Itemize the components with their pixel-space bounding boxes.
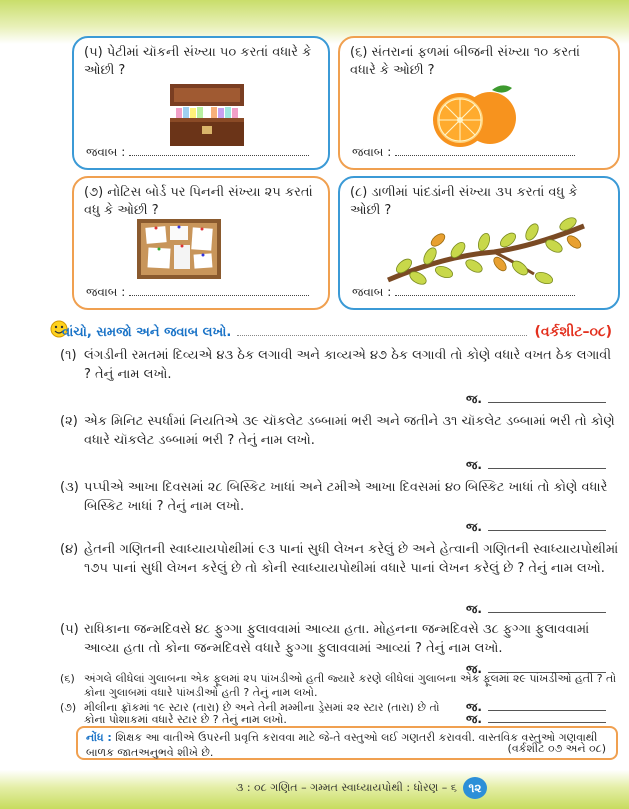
note-text: શિક્ષક આ વાતીએ ઉપરની પ્રવૃત્તિ કરાવવા માટે જે-તે વસ્તુઓ લઈ ગણતરી કરાવવી. વાસ્તવિક વસ્તુઓ ગણવાથી બાળક જાતઅનુભવે શીખે છે. xyxy=(86,731,598,759)
card-answer xyxy=(352,145,575,160)
card-question: (૮) ડાળીમાં પાંદડાંની સંખ્યા ૩૫ કરતાં વધુ કે ઓછી ? xyxy=(350,185,578,218)
section-title: વાંચો, સમજો અને જવાબ લખો. xyxy=(62,325,232,340)
question-number: (૪) xyxy=(60,542,79,557)
question-item-5 xyxy=(60,620,622,658)
answer-label: જવાબ : xyxy=(86,145,126,159)
answer-label: જવાબ : xyxy=(86,285,126,299)
question-item-2 xyxy=(60,412,622,450)
question-text: લંગડીની રમતમાં દિવ્યએ ૪૩ ઠેક લગાવી અને કાવ્યએ ૪૭ ઠેક લગાવી તો કોણે વધારે વખત ઠેક લગાવી ? તેનું નામ લખો. xyxy=(84,348,612,382)
answer-blank[interactable] xyxy=(395,146,575,156)
question-item-3 xyxy=(60,478,622,516)
card-answer xyxy=(86,285,309,300)
footer-text: ૩ : ૦૮ ગણિત – ગમ્મત સ્વાધ્યાયપોથી : ધોરણ – ૬ xyxy=(236,781,457,794)
answer-blank[interactable] xyxy=(488,701,606,711)
orange-fruit-image xyxy=(426,84,526,150)
question-number: (૭) xyxy=(60,701,77,714)
answer-blank[interactable] xyxy=(488,393,606,403)
question-item-4 xyxy=(60,540,622,578)
note-reference: (વર્કશીટ ૦૭ અને ૦૮) xyxy=(507,742,606,755)
answer-blank[interactable] xyxy=(488,603,606,613)
answer-label: જવાબ : xyxy=(352,145,392,159)
worksheet-label: (વર્કશીટ–૦૮) xyxy=(534,324,612,340)
question-card-5 xyxy=(72,36,330,170)
question-card-6 xyxy=(338,36,620,170)
note-label: નોંધ : xyxy=(86,731,112,744)
answer-line-3[interactable] xyxy=(466,520,616,535)
answer-blank[interactable] xyxy=(488,521,606,531)
question-text: હેતની ગણિતની સ્વાધ્યાયપોથીમાં ૯૩ પાનાં સુધી લેખન કરેલું છે અને હેત્વાની ગણિતની સ્વાધ્યાયપોથીમાં ૧૭૫ પાનાં સુધી લેખન કરેલું છે તો કોની સ્વાધ્યાયપોથીમાં વધારે પાનાં લેખન કરેલું છે ? તેનું નામ લખો. xyxy=(84,542,619,576)
answer-label: જ. xyxy=(466,602,482,616)
chalk-box-image xyxy=(166,82,248,148)
question-number: (૧) xyxy=(60,348,77,363)
answer-label: જ. xyxy=(466,700,482,714)
question-number: (૨) xyxy=(60,414,78,429)
question-item-7 xyxy=(60,702,460,726)
question-card-7 xyxy=(72,176,330,310)
answer-label: જવાબ : xyxy=(352,285,392,299)
question-item-1 xyxy=(60,346,622,384)
question-text: મીલીના ફ્રૉકમાં ૧૯ સ્ટાર (તારા) છે અને તેની મમ્મીના ડ્રેસમાં ૨૨ સ્ટાર (તારા) છે તો કોના પોશાકમાં વધારે સ્ટાર છે ? તેનું નામ લખો. xyxy=(84,701,440,726)
card-answer xyxy=(352,285,575,300)
answer-line-7[interactable] xyxy=(466,712,616,727)
answer-blank[interactable] xyxy=(488,713,606,723)
question-number: (૩) xyxy=(60,480,79,495)
answer-blank[interactable] xyxy=(395,286,575,296)
question-number: (૫) xyxy=(60,622,79,637)
question-text: રાધિકાના જન્મદિવસે ૪૮ ફુગ્ગા ફુલાવવામાં આવ્યા હતા. મોહનના જન્મદિવસે ૩૮ ફુગ્ગા ફુલાવવામાં આવ્યા હતા તો કોના જન્મદિવસે વધારે ફુગ્ગા ફુલાવવામાં આવ્યાં ? તેનું નામ લખો. xyxy=(84,622,590,656)
answer-line-1[interactable] xyxy=(466,392,616,407)
page-footer xyxy=(236,776,487,800)
answer-line-2[interactable] xyxy=(466,458,616,473)
answer-label: જ. xyxy=(466,662,482,676)
card-question: (૭) નોટિસ બોર્ડ પર પિનની સંખ્યા ૨૫ કરતાં વધુ કે ઓછી ? xyxy=(84,185,313,218)
answer-label: જ. xyxy=(466,458,482,472)
heading-rule xyxy=(237,335,526,336)
answer-blank[interactable] xyxy=(488,459,606,469)
branch-leaves-image xyxy=(384,216,590,288)
question-item-6 xyxy=(60,672,622,700)
question-text: એક મિનિટ સ્પર્ધામાં નિયતિએ ૩૯ ચૉકલેટ ડબ્બામાં ભરી અને જતીને ૩૧ ચૉકલેટ ડબ્બામાં ભરી તો કોણે વધારે ચૉકલેટ ડબ્બામાં ભરી ? તેનું નામ લખો. xyxy=(84,414,615,448)
teacher-note xyxy=(76,726,618,760)
question-number: (૬) xyxy=(60,672,75,685)
section-heading xyxy=(62,316,612,340)
answer-line-4[interactable] xyxy=(466,602,616,617)
question-card-8 xyxy=(338,176,620,310)
answer-label: જ. xyxy=(466,520,482,534)
question-text: અંગલે લીધેલાં ગુલાબના એક ફૂલમાં ૨૫ પાંખડીઓ હતી જ્યારે કરણે લીધેલાં ગુલાબના એક ફૂલમાં ૨૯ પાંખડીઓ હતી ? તો કોના ગુલાબમાં વધારે પાંખડીઓ હતી ? તેનું નામ લખો. xyxy=(84,672,617,699)
answer-blank[interactable] xyxy=(129,146,309,156)
answer-blank[interactable] xyxy=(129,286,309,296)
answer-label: જ. xyxy=(466,392,482,406)
card-question: (૫) પેટીમાં ચૉકની સંખ્યા ૫૦ કરતાં વધારે કે ઓછી ? xyxy=(84,45,312,78)
card-answer xyxy=(86,145,309,160)
question-text: પપ્પીએ આખા દિવસમાં ૨૮ બિસ્કિટ ખાધાં અને ટમીએ આખા દિવસમાં ૪૦ બિસ્કિટ ખાધાં તો કોણે વધારે બિસ્કિટ ખાધાં ? તેનું નામ લખો. xyxy=(84,480,608,514)
card-question: (૬) સંતરાનાં ફળમાં બીજની સંખ્યા ૧૦ કરતાં વધારે કે ઓછી ? xyxy=(350,45,580,78)
page-number: ૧૨ xyxy=(463,777,487,799)
answer-label: જ. xyxy=(466,712,482,726)
notice-board-image xyxy=(136,218,222,280)
